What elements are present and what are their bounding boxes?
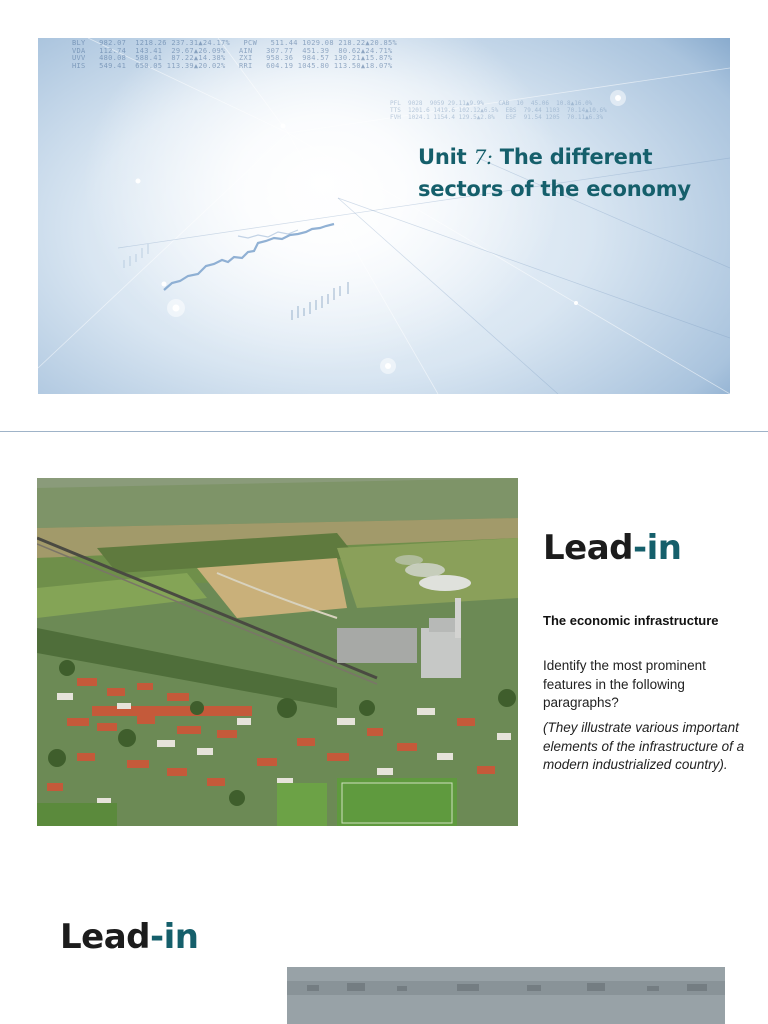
leadin-heading bbox=[543, 526, 682, 570]
unit-title-rest: The different bbox=[492, 145, 653, 169]
slide3-photo bbox=[287, 967, 725, 1024]
unit-title-line-1 bbox=[418, 141, 730, 173]
aerial-town-photo bbox=[37, 478, 518, 826]
unit-label: Unit bbox=[418, 145, 474, 169]
unit-title bbox=[418, 141, 730, 205]
stock-chart-background bbox=[38, 38, 730, 394]
leadin-heading-2 bbox=[60, 915, 199, 959]
instruction-note: (They illustrate various important elements of the infrastructure of a modern industrialized country). bbox=[543, 720, 745, 772]
stock-ticker-text: BLY 982.07 1218.26 237.31▲24.17% PCW 511.44 1029.08 218.22▲20.85% VDA 112.74 143.41 29.67▲26.09% AIN 307.77 451.39 80.62▲24.71% UVV 480.08 588.41 87.22▲14.38% ZXI 958.36 984.57 130.21▲15.87% HIS 549.41 650.05 113.39▲20.02% RRI 604.19 1045.80 113.50▲18.07% bbox=[72, 39, 398, 70]
unit-title-line-2: sectors of the economy bbox=[418, 177, 691, 201]
section-subheading: The economic infrastructure bbox=[543, 613, 719, 628]
leadin-heading-accent: -in bbox=[633, 528, 682, 568]
slide-divider bbox=[0, 431, 768, 432]
title-slide bbox=[38, 38, 730, 394]
leadin-heading-main: Lead bbox=[543, 528, 634, 568]
stock-ticker-text-right: PFL 9028 9059 29.11▲9.9% CAB 10 45.06 10.8▲16.0% TTS 1201.6 1419.6 102.12▲6.5% EBS 79.44 1103 70.14▲10.6% FVH 1024.1 1154.4 129.5▲2.8% ESF 91.54 1205 70.11▲6.3% bbox=[390, 100, 607, 121]
instruction-text: Identify the most prominent features in the following paragraphs? bbox=[543, 658, 706, 710]
leadin-heading-2-main: Lead bbox=[60, 917, 151, 957]
leadin-heading-2-accent: -in bbox=[150, 917, 199, 957]
unit-number: 7: bbox=[473, 145, 493, 169]
